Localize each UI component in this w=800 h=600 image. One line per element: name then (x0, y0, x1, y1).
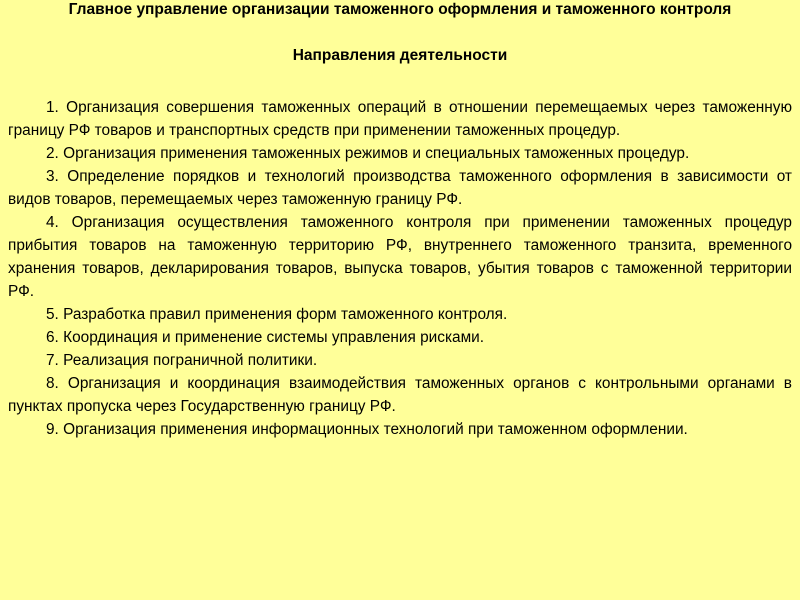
document-title: Главное управление организации таможенного оформления и таможенного контроля (68, 1, 732, 18)
list-item-2: 2. Организация применения таможенных режимов и специальных таможенных процедур. (46, 145, 690, 162)
list-item-3: 3. Определение порядков и технологий производства таможенного оформления в зависимости от видов товаров, перемещаемых через таможенную границу РФ. (8, 168, 792, 208)
section-heading: Направления деятельности (292, 47, 508, 64)
list-item-8: 8. Организация и координация взаимодействия таможенных органов с контрольными органами в пунктах пропуска через Государственную границу РФ. (8, 375, 792, 415)
activity-list (8, 96, 792, 441)
list-item-6: 6. Координация и применение системы управления рисками. (46, 329, 485, 346)
list-item-5: 5. Разработка правил применения форм таможенного контроля. (46, 306, 508, 323)
list-item-9: 9. Организация применения информационных технологий при таможенном оформлении. (46, 421, 688, 438)
list-item-4: 4. Организация осуществления таможенного контроля при применении таможенных процедур прибытия товаров на таможенную территорию РФ, внутреннего таможенного транзита, временного хранения товаров, декларирования товаров, выпуска товаров, убытия товаров с таможенной территории РФ. (8, 214, 792, 300)
list-item-7: 7. Реализация пограничной политики. (46, 352, 318, 369)
list-item-1: 1. Организация совершения таможенных операций в отношении перемещаемых через таможенную границу РФ товаров и транспортных средств при применении таможенных процедур. (8, 99, 792, 139)
